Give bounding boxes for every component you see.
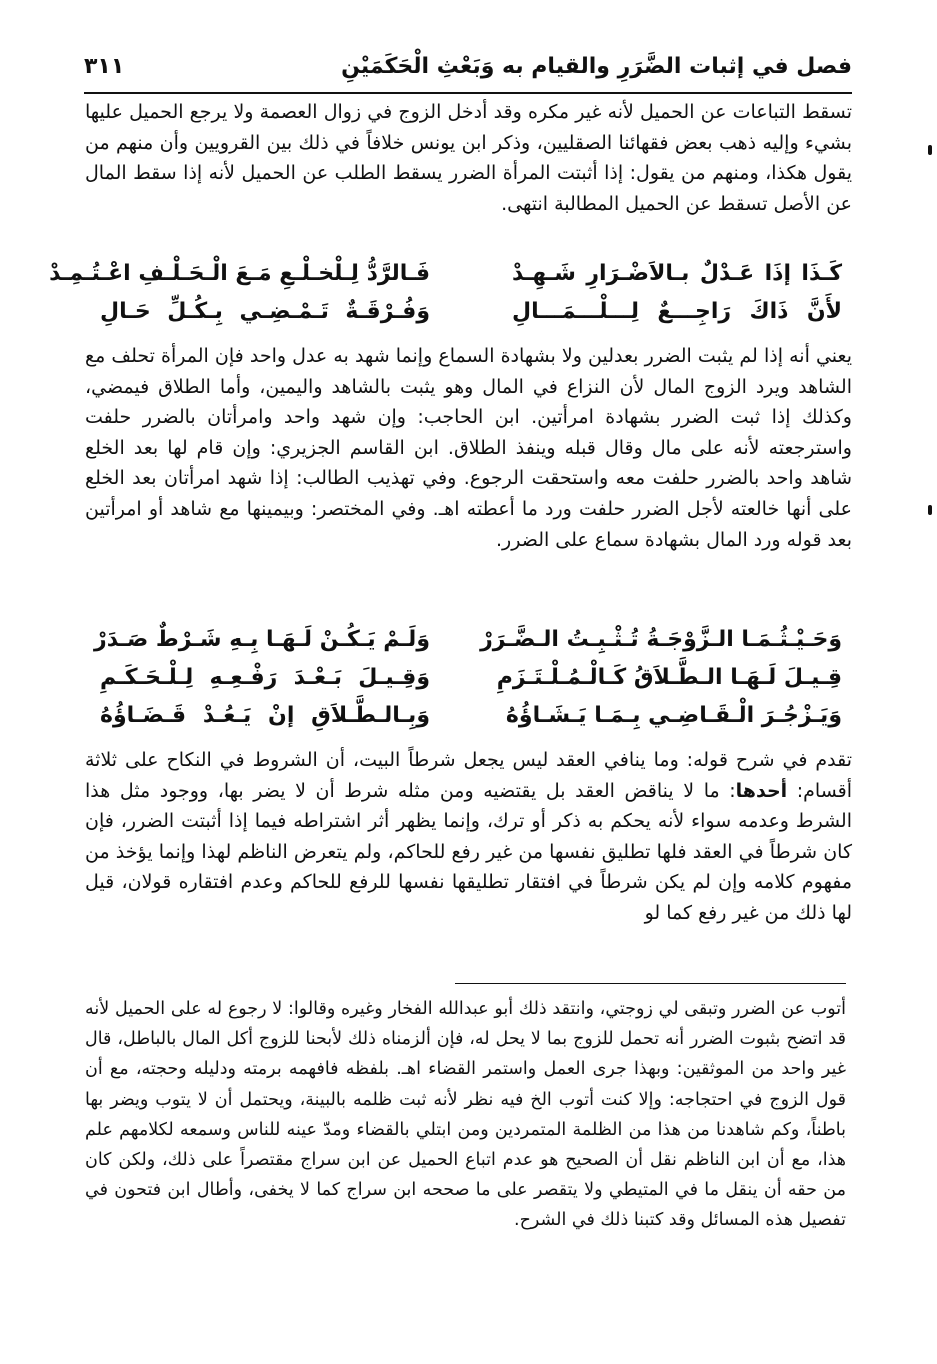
verse (49, 256, 842, 294)
page-header (84, 48, 852, 88)
verse-left-hemistich: وَفُـرْقَـةٌ تَـمْـضِـي بِـكُـلِّ حَـالِ (100, 299, 430, 324)
running-title: فصل في إثبات الضَّرَرِ والقيام به وَبَعْثِ الْحَكَمَيْنِ (341, 54, 852, 79)
verse (100, 660, 842, 698)
paragraph-3-rest: : ما لا يناقض العقد بل يقتضيه ومن مثله شرط أن لا يضر بها، ووجود مثل هذا الشرط وعدمه سواء لأنه يحكم به ذكر أو ترك، وإنما يظهر أثر اشتراطه فيما إذا أثبتت الضرر، فإن كان شرطاً في العقد فلها تطليق نفسها من غير رفع للحاكم، ولم يتعرض الناظم لهذا وإنما يؤخذ من مفهوم كلامه وإن لم يكن شرطاً في افتقار تطليقها نفسها للرفع للحاكم وعدم افتقاره قولان، قيل لها ذلك من غير رفع كما لو (85, 779, 852, 924)
verse-right-hemistich: قِـيـلَ لَـهَـا الـطَّـلاَقُ كَـالْـمُـلْـتَـزَمِ (496, 665, 842, 690)
verse-right-hemistich: وَحَـيْـثُـمَـا الـزَّوْجَـةُ تُـثْـبِـتُ الـضَّـرَرْ (480, 627, 842, 652)
verse-left-hemistich: وَبِـالـطَّـلاَقِ إنْ يَـعُـدْ قَـضَـاؤُهُ (100, 703, 430, 728)
poem-1 (49, 256, 842, 332)
footnote-separator (455, 983, 846, 984)
paragraph-3-emphasis: أحدها (735, 779, 788, 802)
paragraph-2: يعني أنه إذا لم يثبت الضرر بعدلين ولا بشهادة السماع وإنما شهد به عدل واحد فإن المرأة تحلف مع الشاهد ويرد الزوج المال لأن النزاع في المال وهو يثبت بالشاهد واليمين، وأما الطلاق فيمضي، وكذلك إذا ثبت الضرر بشهادة امرأتين. ابن الحاجب: وإن شهد واحد وامرأتان بالضرر حلفت واسترجعته لأنه على مال وقال قبله وينفذ الطلاق. ابن القاسم الجزيري: وإن قام لها بعد الخلع شاهد واحد بالضرر حلفت معه واستحقت الرجوع. وفي تهذيب الطالب: إذا شهد امرأتان بعد الخلع على أنها خالعته لأجل الضرر حلفت ورد ما أعطته اهـ. وفي المختصر: وبيمينها مع شاهد أو امرأتين بعد قوله ورد المال بشهادة سماع على الضرر. (85, 345, 852, 551)
footnote: أتوب عن الضرر وتبقى لي زوجتي، وانتقد ذلك أبو عبدالله الفخار وغيره وقالوا: لا رجوع له على الحميل لأنه قد اتضح بثبوت الضرر أنه تحمل للزوج بما لا يحل له، فإن ألزمناه ذلك لأبحنا للزوج أكل المال بالباطل، قال غير واحد من الموثقين: وبهذا جرى العمل واستمر القضاء اهـ. بلفظه فافهمه برمته ودليله وحجته، مع أن قول الزوج في احتجاجه: وإلا كنت أتوب الخ فيه نظر لأنه ثبت ظلمه بالبينة، ويحتمل أن لا يتوب ويضر بها باطناً، وكم شاهدنا من هذا من الظلمة المتمردين ومن ابتلي بالقضاء ومدّ عينه للناس وسمعه لكلامهم علم هذا، مع أن ابن الناظم نقل أن الصحيح هو عدم اتباع الحميل عن ابن سراج مقتصراً على ذلك، ولكن كان من حقه أن ينقل ما في المتيطي ولا يتقصر على ما صححه ابن سراج كما لا يخفى، وأطال ابن فتحون في تفصيل هذه المسائل وقد كتبنا ذلك في الشرح. (85, 999, 846, 1231)
poem-2 (94, 622, 842, 736)
verse-right-hemistich: وَيَـزْجُـرَ الْـقَـاضِـي بِـمَـا يَـشَـاؤُهُ (505, 703, 842, 728)
verse-left-hemistich: وَلَـمْ يَـكُـنْ لَـهَـا بِـهِ شَـرْطٌ صَـدَرْ (94, 627, 430, 652)
page-number: ٣١١ (84, 54, 125, 79)
verse (100, 698, 842, 736)
paragraph-3-intro: تقدم في شرح قوله: وما ينافي العقد ليس يجعل شرطاً البيت، أن الشروط في النكاح على ثلاثة أقسام: (85, 749, 853, 802)
verse (94, 622, 842, 660)
verse-left-hemistich: فَـالرَّدُّ لِـلْخـلْـعِ مَـعَ الْـحَـلْـفِ اعْـتُـمِـدْ (49, 261, 430, 286)
paragraph-1: تسقط التباعات عن الحميل لأنه غير مكره وقد أدخل الزوج في زوال العصمة ولا يرجع الحميل عليها بشيء وإليه ذهب بعض فقهائنا الصقليين، وذكر ابن يونس خلافاً في ذلك بين القرويين وأن منهم من يقول هكذا، ومنهم من يقول: إذا أثبتت المرأة الضرر يسقط الطلب عن الحميل لأنه إذا سقط المال عن الأصل تسقط عن الحميل المطالبة انتهى. (85, 101, 852, 215)
header-rule (84, 92, 852, 94)
verse-right-hemistich: لأَنَّ ذَاكَ رَاجِـــعٌ لِـــلْـــمَـــالِ (512, 299, 842, 324)
paragraph-3 (85, 745, 852, 929)
verse-left-hemistich: وَقِـيـلَ بَـعْـدَ رَفْـعِـهِ لِـلْـحَـكَـمِ (100, 665, 430, 690)
verse (100, 294, 842, 332)
verse-right-hemistich: كَـذَا إذَا عَـدْلٌ بـالاَضْـرَارِ شَـهِـدْ (512, 261, 842, 286)
margin-mark (928, 145, 932, 155)
margin-mark (928, 505, 932, 515)
